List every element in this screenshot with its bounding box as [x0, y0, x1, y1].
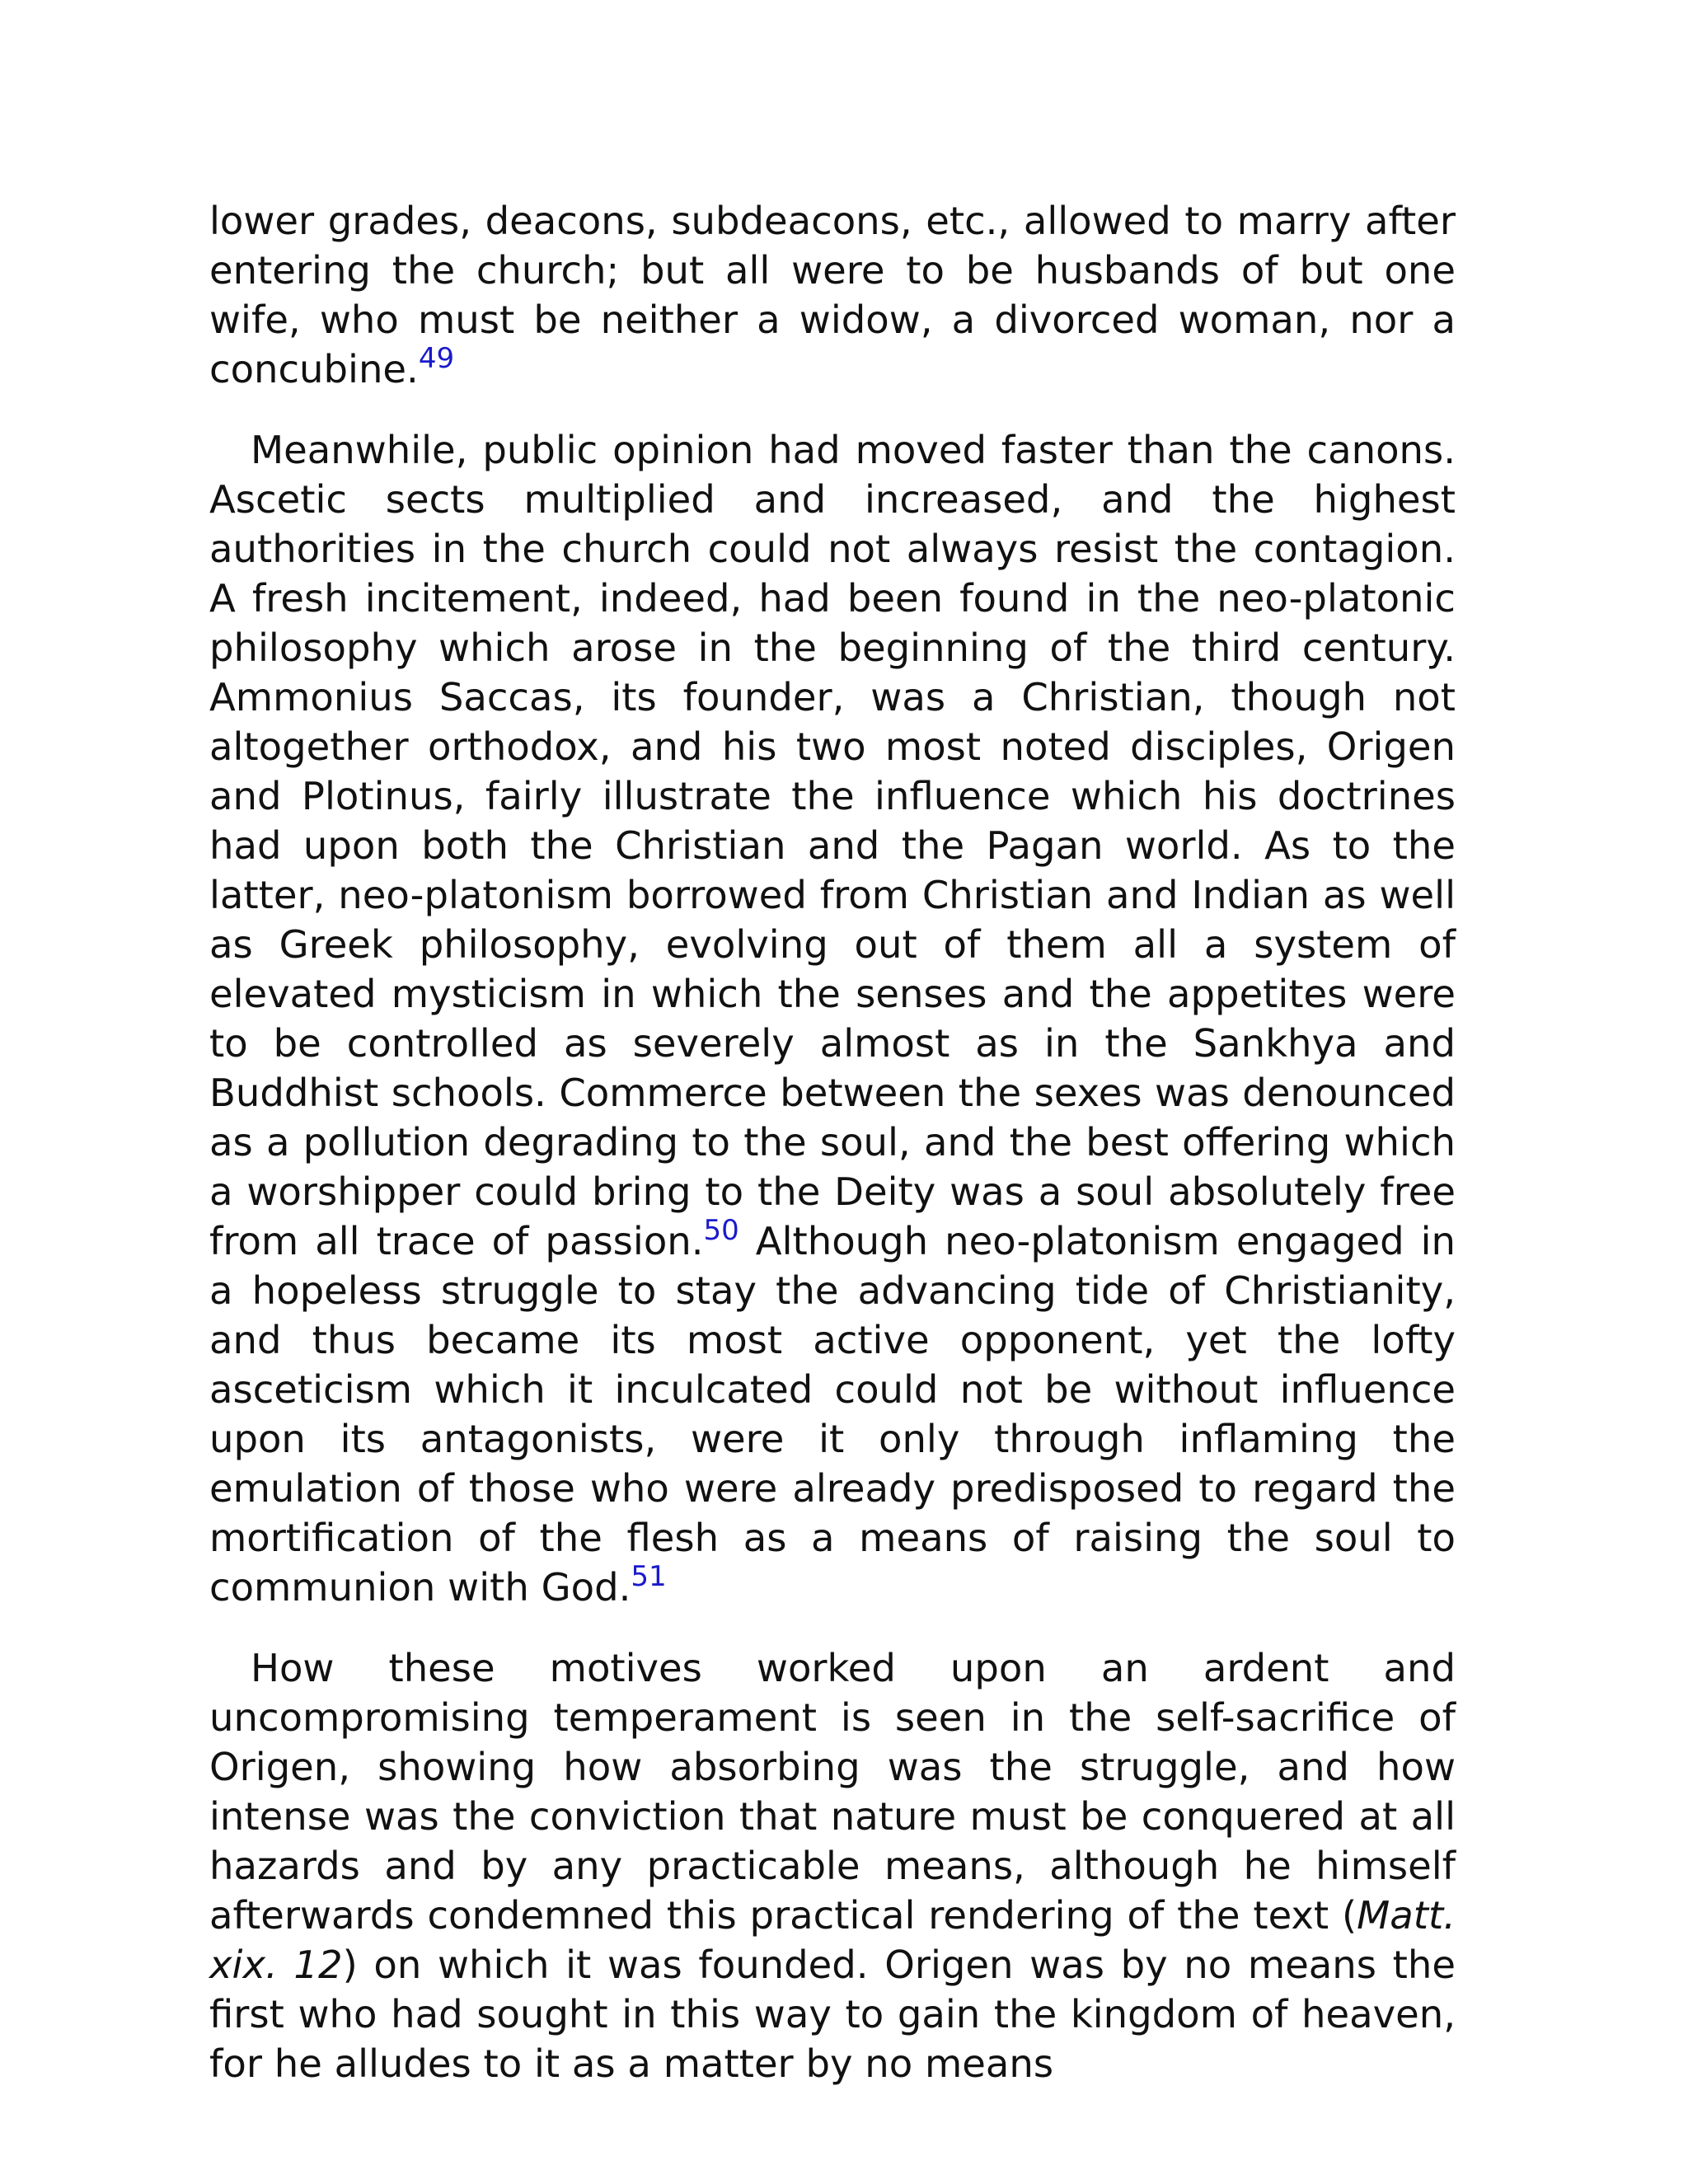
paragraph-2-text-2: Although neo-platonism engaged in a hopeless struggle to stay the advancing tide of Christianity, and thus became its most active opponent, yet the lofty asceticism which it inculcated could not be without influence upon its antagonists, were it only through inflaming the emulation of those who were already predisposed to regard the mortification of the flesh as a means of raising the soul to communion with God.	[209, 1219, 1456, 1610]
paragraph-2	[209, 425, 1456, 1612]
paragraph-3-text-1: How these motives worked upon an ardent and uncompromising temperament is seen in the self-sacrifice of Origen, showing how absorbing was the struggle, and how intense was the conviction that nature must be conquered at all hazards and by any practicable means, although he himself afterwards condemned this practical rendering of the text (	[209, 1646, 1456, 1938]
paragraph-3	[209, 1643, 1456, 2088]
paragraph-1	[209, 196, 1456, 394]
footnote-ref-50[interactable]: 50	[703, 1214, 739, 1247]
paragraph-3-text-2: ) on which it was founded. Origen was by no means the first who had sought in this way to gain the kingdom of heaven, for he alludes to it as a matter by no means	[209, 1943, 1456, 2086]
document-page	[209, 196, 1456, 2088]
footnote-ref-51[interactable]: 51	[631, 1560, 667, 1593]
paragraph-1-text-1: lower grades, deacons, subdeacons, etc., allowed to marry after entering the church; but all were to be husbands of but one wife, who must be neither a widow, a divorced woman, nor a concubine.	[209, 199, 1456, 391]
paragraph-2-text-1: Meanwhile, public opinion had moved faster than the canons. Ascetic sects multiplied and increased, and the highest authorities in the church could not always resist the contagion. A fresh incitement, indeed, had been found in the neo-platonic philosophy which arose in the beginning of the third century. Ammonius Saccas, its founder, was a Christian, though not altogether orthodox, and his two most noted disciples, Origen and Plotinus, fairly illustrate the influence which his doctrines had upon both the Christian and the Pagan world. As to the latter, neo-platonism borrowed from Christian and Indian as well as Greek philosophy, evolving out of them all a system of elevated mysticism in which the senses and the appetites were to be controlled as severely almost as in the Sankhya and Buddhist schools. Commerce between the sexes was denounced as a pollution degrading to the soul, and the best offering which a worshipper could bring to the Deity was a soul absolutely free from all trace of passion.	[209, 428, 1456, 1263]
scripture-citation: Matt. xix. 12	[209, 1893, 1456, 1987]
footnote-ref-49[interactable]: 49	[418, 342, 455, 375]
